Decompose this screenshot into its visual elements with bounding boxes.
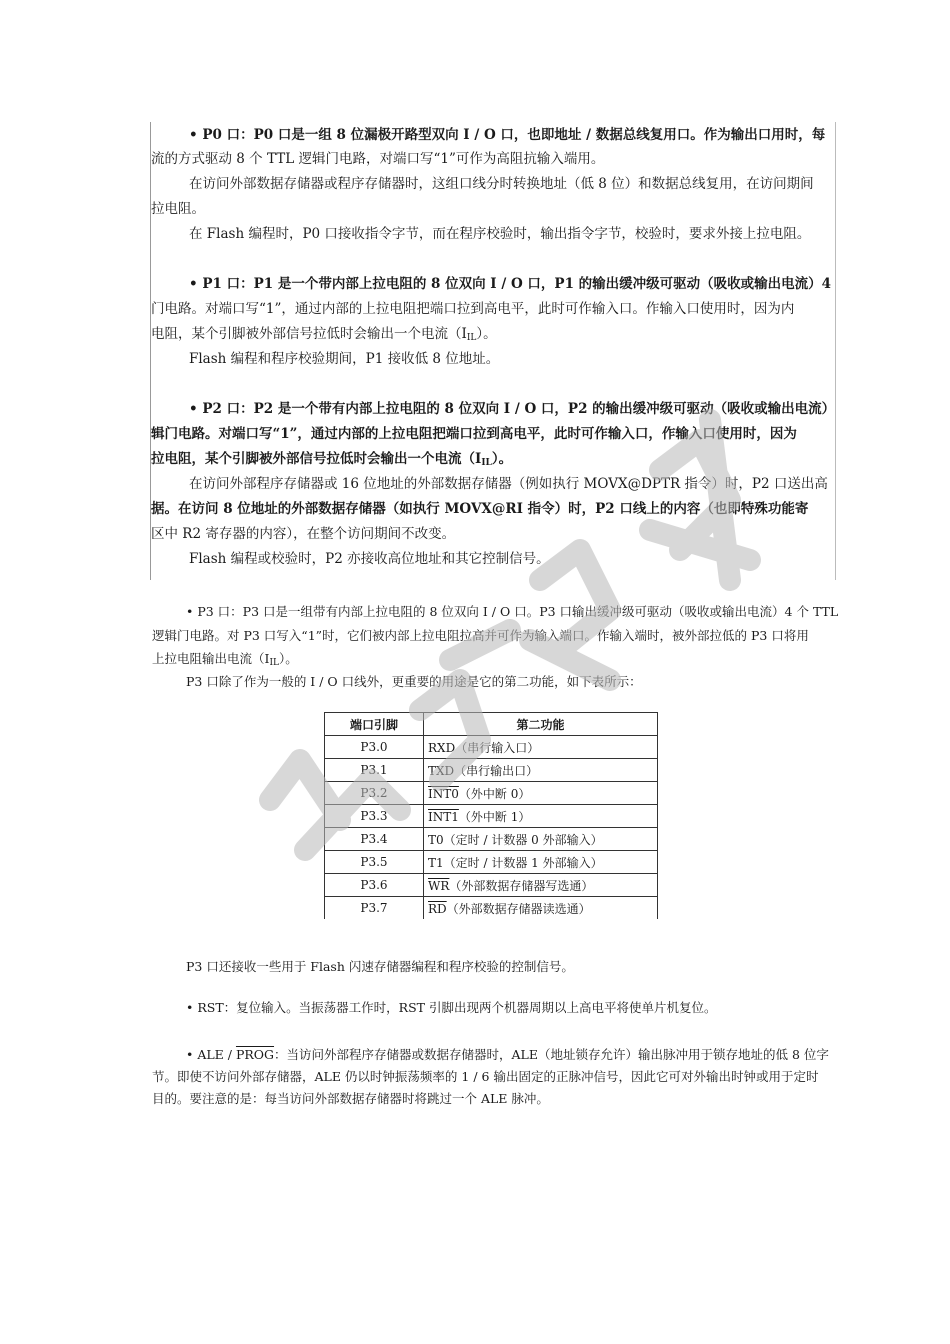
ale-line-1: • ALE / PROG：当访问外部程序存储器或数据存储器时，ALE（地址锁存允许）输出脉冲用于锁存地址的低 8 位字: [186, 1047, 829, 1062]
p1-line-2: 门电路。对端口写“1”，通过内部的上拉电阻把端口拉到高电平，此时可作输入口。作输入口使用时，因为内: [151, 301, 795, 317]
function-signal-name: INT1: [428, 809, 459, 824]
p2-line-1: • P2 口：P2 是一个带有内部上拉电阻的 8 位双向 I / O 口，P2 的输出缓冲级可驱动（吸收或输出电流）: [189, 401, 836, 417]
port-pin-cell: P3.7: [325, 897, 424, 920]
second-function-cell: [424, 805, 658, 828]
function-signal-name: $\overline{RD}$: [428, 901, 447, 916]
p3-extra-note: P3 口还接收一些用于 Flash 闪速存储器编程和程序校验的控制信号。: [186, 959, 574, 974]
function-description: （定时 / 计数器 0 外部输入）: [443, 832, 603, 847]
second-function-cell: [424, 851, 658, 874]
second-function-cell: [424, 759, 658, 782]
scanned-section: [150, 122, 836, 580]
function-signal-name: INT0: [428, 786, 459, 801]
p2-line-5: 据。在访问 8 位地址的外部数据存储器（如执行 MOVX@RI 指令）时，P2 口线上的内容（也即特殊功能寄: [151, 501, 809, 517]
function-signal-name: T1: [428, 855, 444, 870]
ale-line-3: 目的。要注意的是：每当访问外部数据存储器时将跳过一个 ALE 脉冲。: [152, 1091, 549, 1106]
function-signal-name: $\overline{WR}$: [428, 878, 450, 893]
table-row: [325, 805, 658, 828]
port-pin-cell: P3.6: [325, 874, 424, 897]
second-function-cell: [424, 828, 658, 851]
p3-line-1: • P3 口：P3 口是一组带有内部上拉电阻的 8 位双向 I / O 口。P3 口输出缓冲级可驱动（吸收或输出电流）4 个 TTL: [186, 604, 839, 619]
second-function-cell: [424, 874, 658, 897]
function-description: （串行输入口）: [455, 740, 540, 755]
function-description: （外中断 0）: [458, 786, 531, 801]
function-description: （定时 / 计数器 1 外部输入）: [443, 855, 603, 870]
p2-line-7: Flash 编程或校验时，P2 亦接收高位地址和其它控制信号。: [189, 551, 550, 567]
header-second-function: 第二功能: [424, 713, 658, 736]
function-signal-name: TXD: [428, 763, 455, 778]
p0-line-2: 流的方式驱动 8 个 TTL 逻辑门电路，对端口写“1”可作为高阻抗输入端用。: [151, 151, 605, 167]
ale-line-2: 节。即使不访问外部存储器，ALE 仍以时钟振荡频率的 1 / 6 输出固定的正脉冲信号，因此它可对外输出时钟或用于定时: [152, 1069, 819, 1084]
p0-line-5: 在 Flash 编程时，P0 口接收指令字节，而在程序校验时，输出指令字节，校验时，要求外接上拉电阻。: [189, 226, 811, 242]
function-signal-name: RXD: [428, 740, 456, 755]
p1-line-1: • P1 口：P1 是一个带内部上拉电阻的 8 位双向 I / O 口，P1 的输出缓冲级可驱动（吸收或输出电流）4: [189, 276, 832, 292]
p2-line-3: 拉电阻，某个引脚被外部信号拉低时会输出一个电流$(I_{IL})$。: [151, 451, 513, 468]
table-row: [325, 736, 658, 759]
function-description: （外部数据存储器读选通）: [446, 901, 591, 916]
second-function-cell: [424, 736, 658, 759]
table-row: [325, 851, 658, 874]
second-function-cell: [424, 782, 658, 805]
table-row: [325, 759, 658, 782]
function-description: （外中断 1）: [458, 809, 531, 824]
table-header-row: [325, 713, 658, 736]
p0-line-1: • P0 口：P0 口是一组 8 位漏极开路型双向 I / O 口，也即地址 / 数据总线复用口。作为输出口用时，每: [189, 127, 826, 143]
p3-function-table: [324, 712, 658, 919]
p1-line-3: 电阻，某个引脚被外部信号拉低时会输出一个电流$(I_{IL})$。: [151, 326, 497, 343]
p2-line-4: 在访问外部程序存储器或 16 位地址的外部数据存储器（例如执行 MOVX@DPTR 指令）时，P2 口送出高: [189, 476, 828, 492]
rst-line: • RST：复位输入。当振荡器工作时，RST 引脚出现两个机器周期以上高电平将使单片机复位。: [186, 1000, 717, 1015]
table-row: [325, 874, 658, 897]
port-pin-cell: P3.1: [325, 759, 424, 782]
table-body: [325, 736, 658, 920]
function-description: （外部数据存储器写选通）: [449, 878, 594, 893]
function-signal-name: T0: [428, 832, 444, 847]
table-row: [325, 782, 658, 805]
p1-line-4: Flash 编程和程序校验期间，P1 接收低 8 位地址。: [189, 351, 500, 367]
header-port-pin: 端口引脚: [325, 713, 424, 736]
port-pin-cell: P3.5: [325, 851, 424, 874]
p3-line-4: P3 口除了作为一般的 I / O 口线外，更重要的用途是它的第二功能，如下表所示：: [186, 674, 642, 689]
second-function-cell: [424, 897, 658, 920]
port-pin-cell: P3.0: [325, 736, 424, 759]
p0-line-4: 拉电阻。: [151, 201, 205, 217]
p3-line-2: 逻辑门电路。对 P3 口写入“1”时，它们被内部上拉电阻拉高并可作为输入端口。作输入端时，被外部拉低的 P3 口将用: [152, 628, 809, 643]
function-description: （串行输出口）: [454, 763, 539, 778]
port-pin-cell: P3.4: [325, 828, 424, 851]
port-pin-cell: P3.2: [325, 782, 424, 805]
table-row: [325, 897, 658, 920]
p2-line-2: 辑门电路。对端口写“1”，通过内部的上拉电阻把端口拉到高电平，此时可作输入口，作输入口使用时，因为: [151, 426, 797, 442]
p3-line-3: 上拉电阻输出电流$(I_{IL})$。: [152, 651, 298, 668]
table-row: [325, 828, 658, 851]
p0-line-3: 在访问外部数据存储器或程序存储器时，这组口线分时转换地址（低 8 位）和数据总线复用，在访问期间: [189, 176, 814, 192]
p2-line-6: 区中 R2 寄存器的内容），在整个访问期间不改变。: [151, 526, 456, 542]
port-pin-cell: P3.3: [325, 805, 424, 828]
